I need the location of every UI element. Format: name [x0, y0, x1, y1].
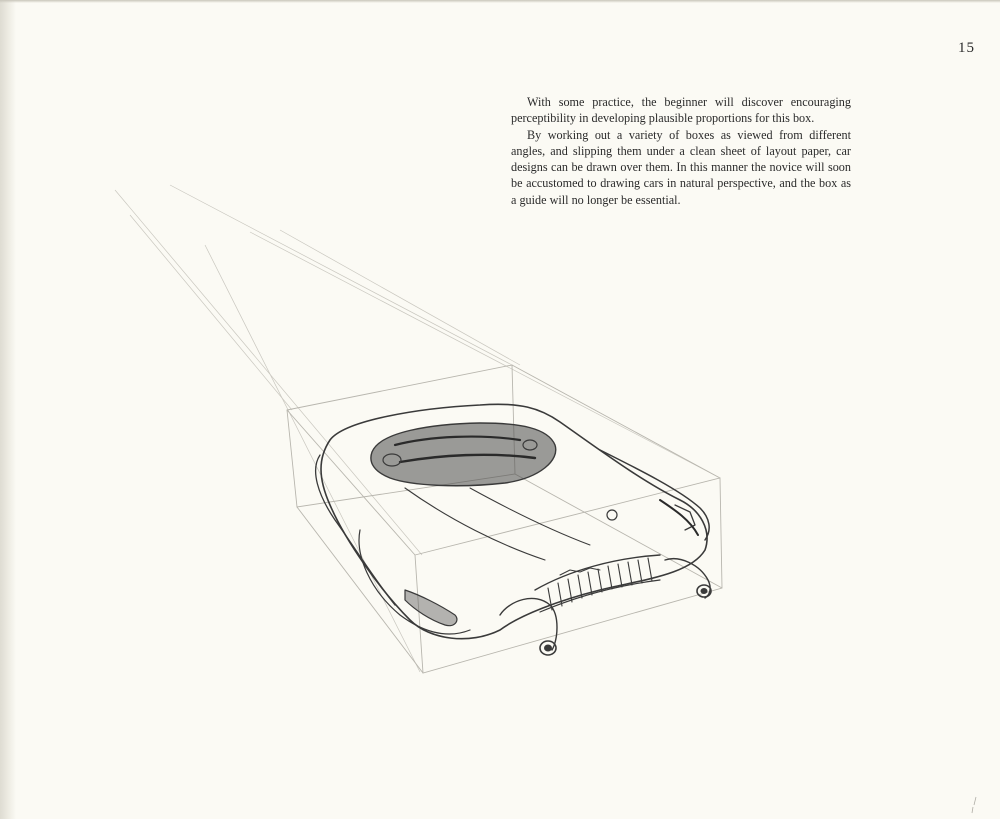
pencil-corner-mark — [968, 795, 982, 815]
box-edge — [287, 410, 415, 555]
side-intake — [405, 590, 457, 626]
guide-line — [130, 215, 292, 410]
paragraph-1: With some practice, the beginner will discover encouraging perceptibility in developing plausible proportions for this box. — [511, 95, 851, 126]
left-fender-line — [316, 455, 395, 605]
paragraph-2: By working out a variety of boxes as viewed from different angles, and slipping them under a clean sheet of layout paper, car designs can be drawn over them. In this manner the novice will soon be accustomed to drawing cars in natural perspective, and the box as a guide will no longer be essential. — [511, 127, 851, 207]
page-number: 15 — [958, 40, 975, 56]
box-edge — [515, 474, 722, 588]
left-headlight-center — [545, 645, 552, 651]
box-front-face — [415, 478, 722, 673]
hood-emblem — [607, 510, 617, 520]
hood-line — [405, 488, 545, 560]
guide-line — [115, 190, 422, 555]
guide-line — [170, 185, 512, 365]
guide-line — [280, 230, 520, 365]
front-script — [560, 568, 600, 575]
right-headlight-center — [701, 589, 707, 594]
grille-top — [535, 555, 660, 590]
